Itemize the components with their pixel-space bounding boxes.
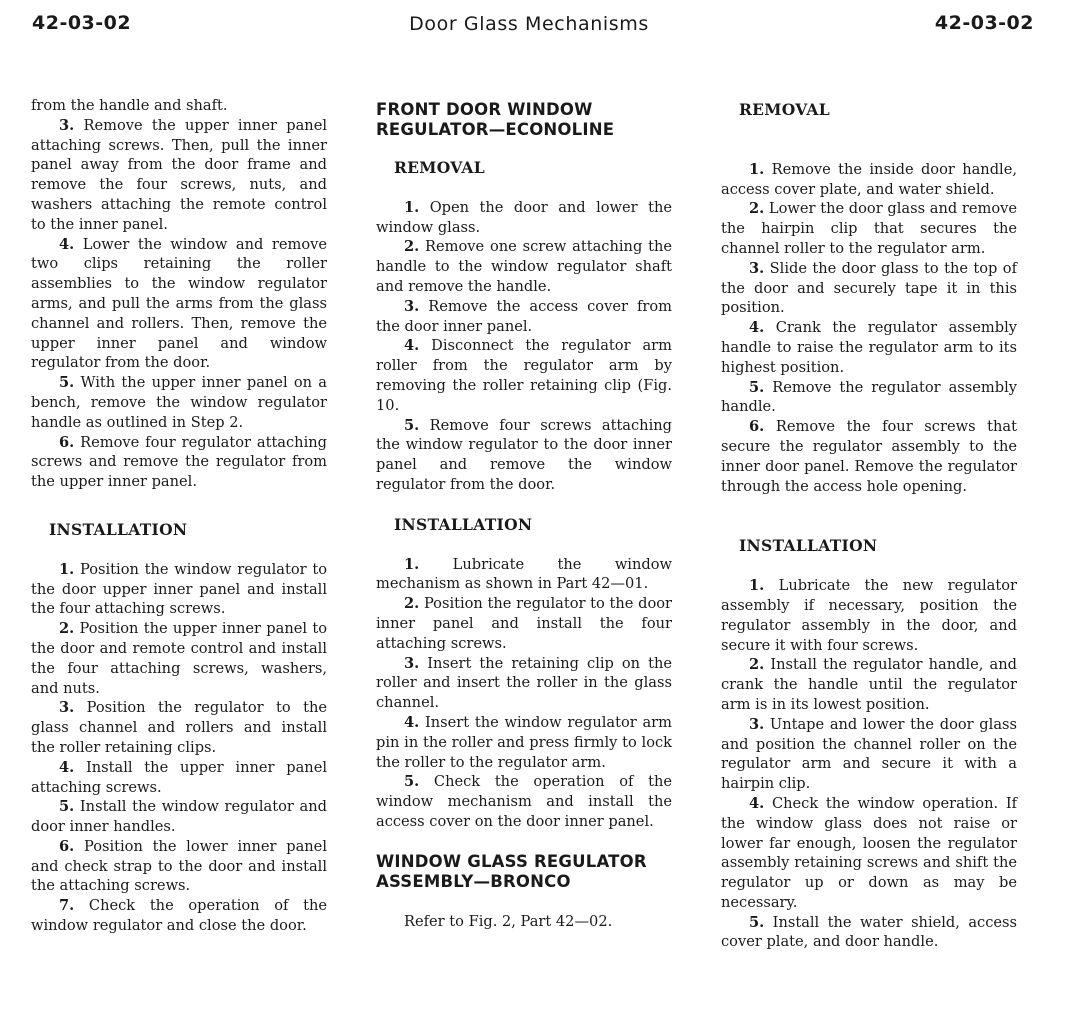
step	[31, 619, 327, 698]
removal-steps-col2	[376, 198, 672, 495]
section-heading-line-2: REGULATOR—ECONOLINE	[376, 120, 615, 139]
step	[376, 654, 672, 713]
step-number: 4.	[59, 758, 75, 776]
step	[376, 594, 672, 653]
step-number: 5.	[59, 374, 75, 392]
step	[31, 758, 327, 798]
step	[721, 160, 1017, 200]
step-text: Lower the door glass and remove the hairpin clip that secures the channel roller to the regulator arm.	[721, 200, 1017, 257]
step	[721, 715, 1017, 794]
step	[376, 336, 672, 415]
installation-steps-col1	[31, 560, 327, 936]
step-text: Remove the access cover from the door inner panel.	[376, 297, 672, 335]
step-text: Lubricate the window mechanism as shown in Part 42—01.	[376, 555, 672, 593]
section-heading-line-1: WINDOW GLASS REGULATOR	[376, 851, 647, 871]
step-text: Remove one screw attaching the handle to the window regulator shaft and remove the handle.	[376, 238, 672, 295]
step	[376, 555, 672, 595]
step-text: Lubricate the new regulator assembly if necessary, position the regulator assembly in the door, and secure it with four screws.	[721, 577, 1017, 654]
step-number: 3.	[59, 699, 75, 717]
step-number: 6.	[749, 418, 765, 436]
column-1	[31, 96, 327, 936]
step	[721, 655, 1017, 714]
step-number: 5.	[749, 913, 765, 931]
step-number: 4.	[404, 713, 420, 731]
step-text: Untape and lower the door glass and position the channel roller on the regulator arm and secure it with a hairpin clip.	[721, 715, 1017, 793]
step-text: Crank the regulator assembly handle to raise the regulator arm to its highest position.	[721, 319, 1017, 376]
step	[31, 373, 327, 432]
section-heading	[376, 852, 672, 892]
step-text: Install the regulator handle, and crank the handle until the regulator arm is in its lowest position.	[721, 656, 1017, 713]
section-heading	[376, 100, 672, 140]
step-number: 2.	[404, 595, 420, 613]
step-text: Position the lower inner panel and check strap to the door and install the attaching screws.	[31, 837, 327, 895]
step	[721, 576, 1017, 655]
step-text: Lower the window and remove two clips retaining the roller assemblies to the window regulator arms, and pull the arms from the glass channel and rollers. Then, remove the upper inner panel and window regulator from the door.	[31, 235, 327, 372]
step	[721, 199, 1017, 258]
step-number: 4.	[749, 794, 765, 812]
step	[31, 837, 327, 896]
step-number: 5.	[404, 773, 420, 791]
step	[376, 713, 672, 772]
step	[376, 198, 672, 238]
step-text: With the upper inner panel on a bench, remove the window regulator handle as outlined in Step 2.	[31, 374, 327, 431]
step-text: Open the door and lower the window glass.	[376, 198, 672, 236]
column-3	[721, 96, 1017, 952]
step	[721, 318, 1017, 377]
step-text: Install the upper inner panel attaching screws.	[31, 758, 327, 796]
step-number: 4.	[59, 235, 75, 253]
step-number: 5.	[749, 378, 765, 396]
step-number: 1.	[404, 555, 420, 573]
step-text: Remove four screws attaching the window regulator to the door inner panel and remove the window regulator from the door.	[376, 416, 672, 493]
step-text: Disconnect the regulator arm roller from the regulator arm by removing the roller retaining clip (Fig. 10.	[376, 337, 672, 414]
page-header	[0, 12, 1081, 42]
step-number: 6.	[59, 837, 75, 855]
page-title: Door Glass Mechanisms	[409, 13, 649, 35]
step	[31, 560, 327, 619]
step	[376, 297, 672, 337]
step-text: Insert the retaining clip on the roller and insert the roller in the glass channel.	[376, 654, 672, 712]
step-text: Install the water shield, access cover plate, and door handle.	[721, 913, 1017, 951]
step-text: Remove the regulator assembly handle.	[721, 378, 1017, 416]
step-text: Position the regulator to the glass channel and rollers and install the roller retaining clips.	[31, 699, 327, 756]
step-number: 3.	[404, 654, 420, 672]
step-number: 2.	[404, 238, 420, 256]
step	[31, 698, 327, 757]
continued-text: from the handle and shaft.	[31, 97, 228, 114]
step	[31, 235, 327, 374]
step-text: Insert the window regulator arm pin in the roller and press firmly to lock the roller to the regulator arm.	[376, 713, 672, 771]
step-number: 5.	[59, 798, 75, 816]
step-number: 2.	[749, 656, 765, 674]
step-number: 4.	[404, 337, 420, 355]
step-number: 7.	[59, 897, 75, 915]
step-text: Remove the inside door handle, access cover plate, and water shield.	[721, 160, 1017, 198]
step	[721, 259, 1017, 318]
step-number: 5.	[404, 416, 420, 434]
section-heading-line-2: ASSEMBLY—BRONCO	[376, 871, 571, 891]
section-heading-line-1: FRONT DOOR WINDOW	[376, 100, 593, 119]
installation-steps-col3	[721, 576, 1017, 952]
column-2	[376, 96, 672, 932]
step-text: Position the upper inner panel to the door and remote control and install the four attaching screws, washers, and nuts.	[31, 620, 327, 697]
step-text: Install the window regulator and door inner handles.	[31, 798, 327, 836]
installation-heading: INSTALLATION	[49, 519, 188, 539]
step-number: 4.	[749, 319, 765, 337]
step	[376, 416, 672, 495]
step	[376, 772, 672, 831]
reference-text: Refer to Fig. 2, Part 42—02.	[404, 912, 613, 930]
step-text: Remove the upper inner panel attaching screws. Then, pull the inner panel away from the door frame and remove the four screws, nuts, and washers attaching the remote control to the inner panel.	[31, 116, 327, 233]
installation-steps-col2	[376, 555, 672, 832]
step-text: Check the operation of the window mechanism and install the access cover on the door inner panel.	[376, 773, 672, 830]
step	[721, 794, 1017, 913]
step	[31, 433, 327, 492]
step-text: Remove four regulator attaching screws and remove the regulator from the upper inner panel.	[31, 433, 327, 491]
step-text: Remove the four screws that secure the regulator assembly to the inner door panel. Remove the regulator through the access hole opening.	[721, 418, 1017, 495]
removal-heading: REMOVAL	[739, 100, 830, 119]
step	[721, 417, 1017, 496]
page-number-right: 42-03-02	[934, 12, 1034, 34]
step	[376, 237, 672, 296]
step	[31, 896, 327, 936]
removal-heading: REMOVAL	[394, 158, 485, 177]
step-number: 2.	[59, 620, 75, 638]
step-text: Position the regulator to the door inner panel and install the four attaching screws.	[376, 595, 672, 652]
step-text: Position the window regulator to the door upper inner panel and install the four attaching screws.	[31, 560, 327, 618]
step-number: 1.	[749, 577, 765, 595]
removal-steps-col3	[721, 160, 1017, 497]
removal-steps-col1	[31, 116, 327, 492]
step-number: 3.	[59, 116, 75, 134]
step-text: Check the operation of the window regulator and close the door.	[31, 897, 327, 935]
step-number: 1.	[749, 160, 765, 178]
step-number: 1.	[59, 560, 75, 578]
step-number: 3.	[404, 297, 420, 315]
step-text: Check the window operation. If the window glass does not raise or lower far enough, loosen the regulator assembly retaining screws and shift the regulator up or down as may be necessary.	[721, 794, 1017, 911]
step-number: 2.	[749, 200, 765, 218]
step-number: 3.	[749, 715, 765, 733]
step-text: Slide the door glass to the top of the door and securely tape it in this position.	[721, 259, 1017, 317]
installation-heading: INSTALLATION	[394, 514, 533, 534]
installation-heading: INSTALLATION	[739, 536, 878, 556]
step-number: 1.	[404, 198, 420, 216]
page-number-left: 42-03-02	[32, 12, 132, 34]
step	[31, 116, 327, 235]
step	[721, 913, 1017, 953]
step	[721, 378, 1017, 418]
step-number: 6.	[59, 433, 75, 451]
step-number: 3.	[749, 259, 765, 277]
step	[31, 797, 327, 837]
